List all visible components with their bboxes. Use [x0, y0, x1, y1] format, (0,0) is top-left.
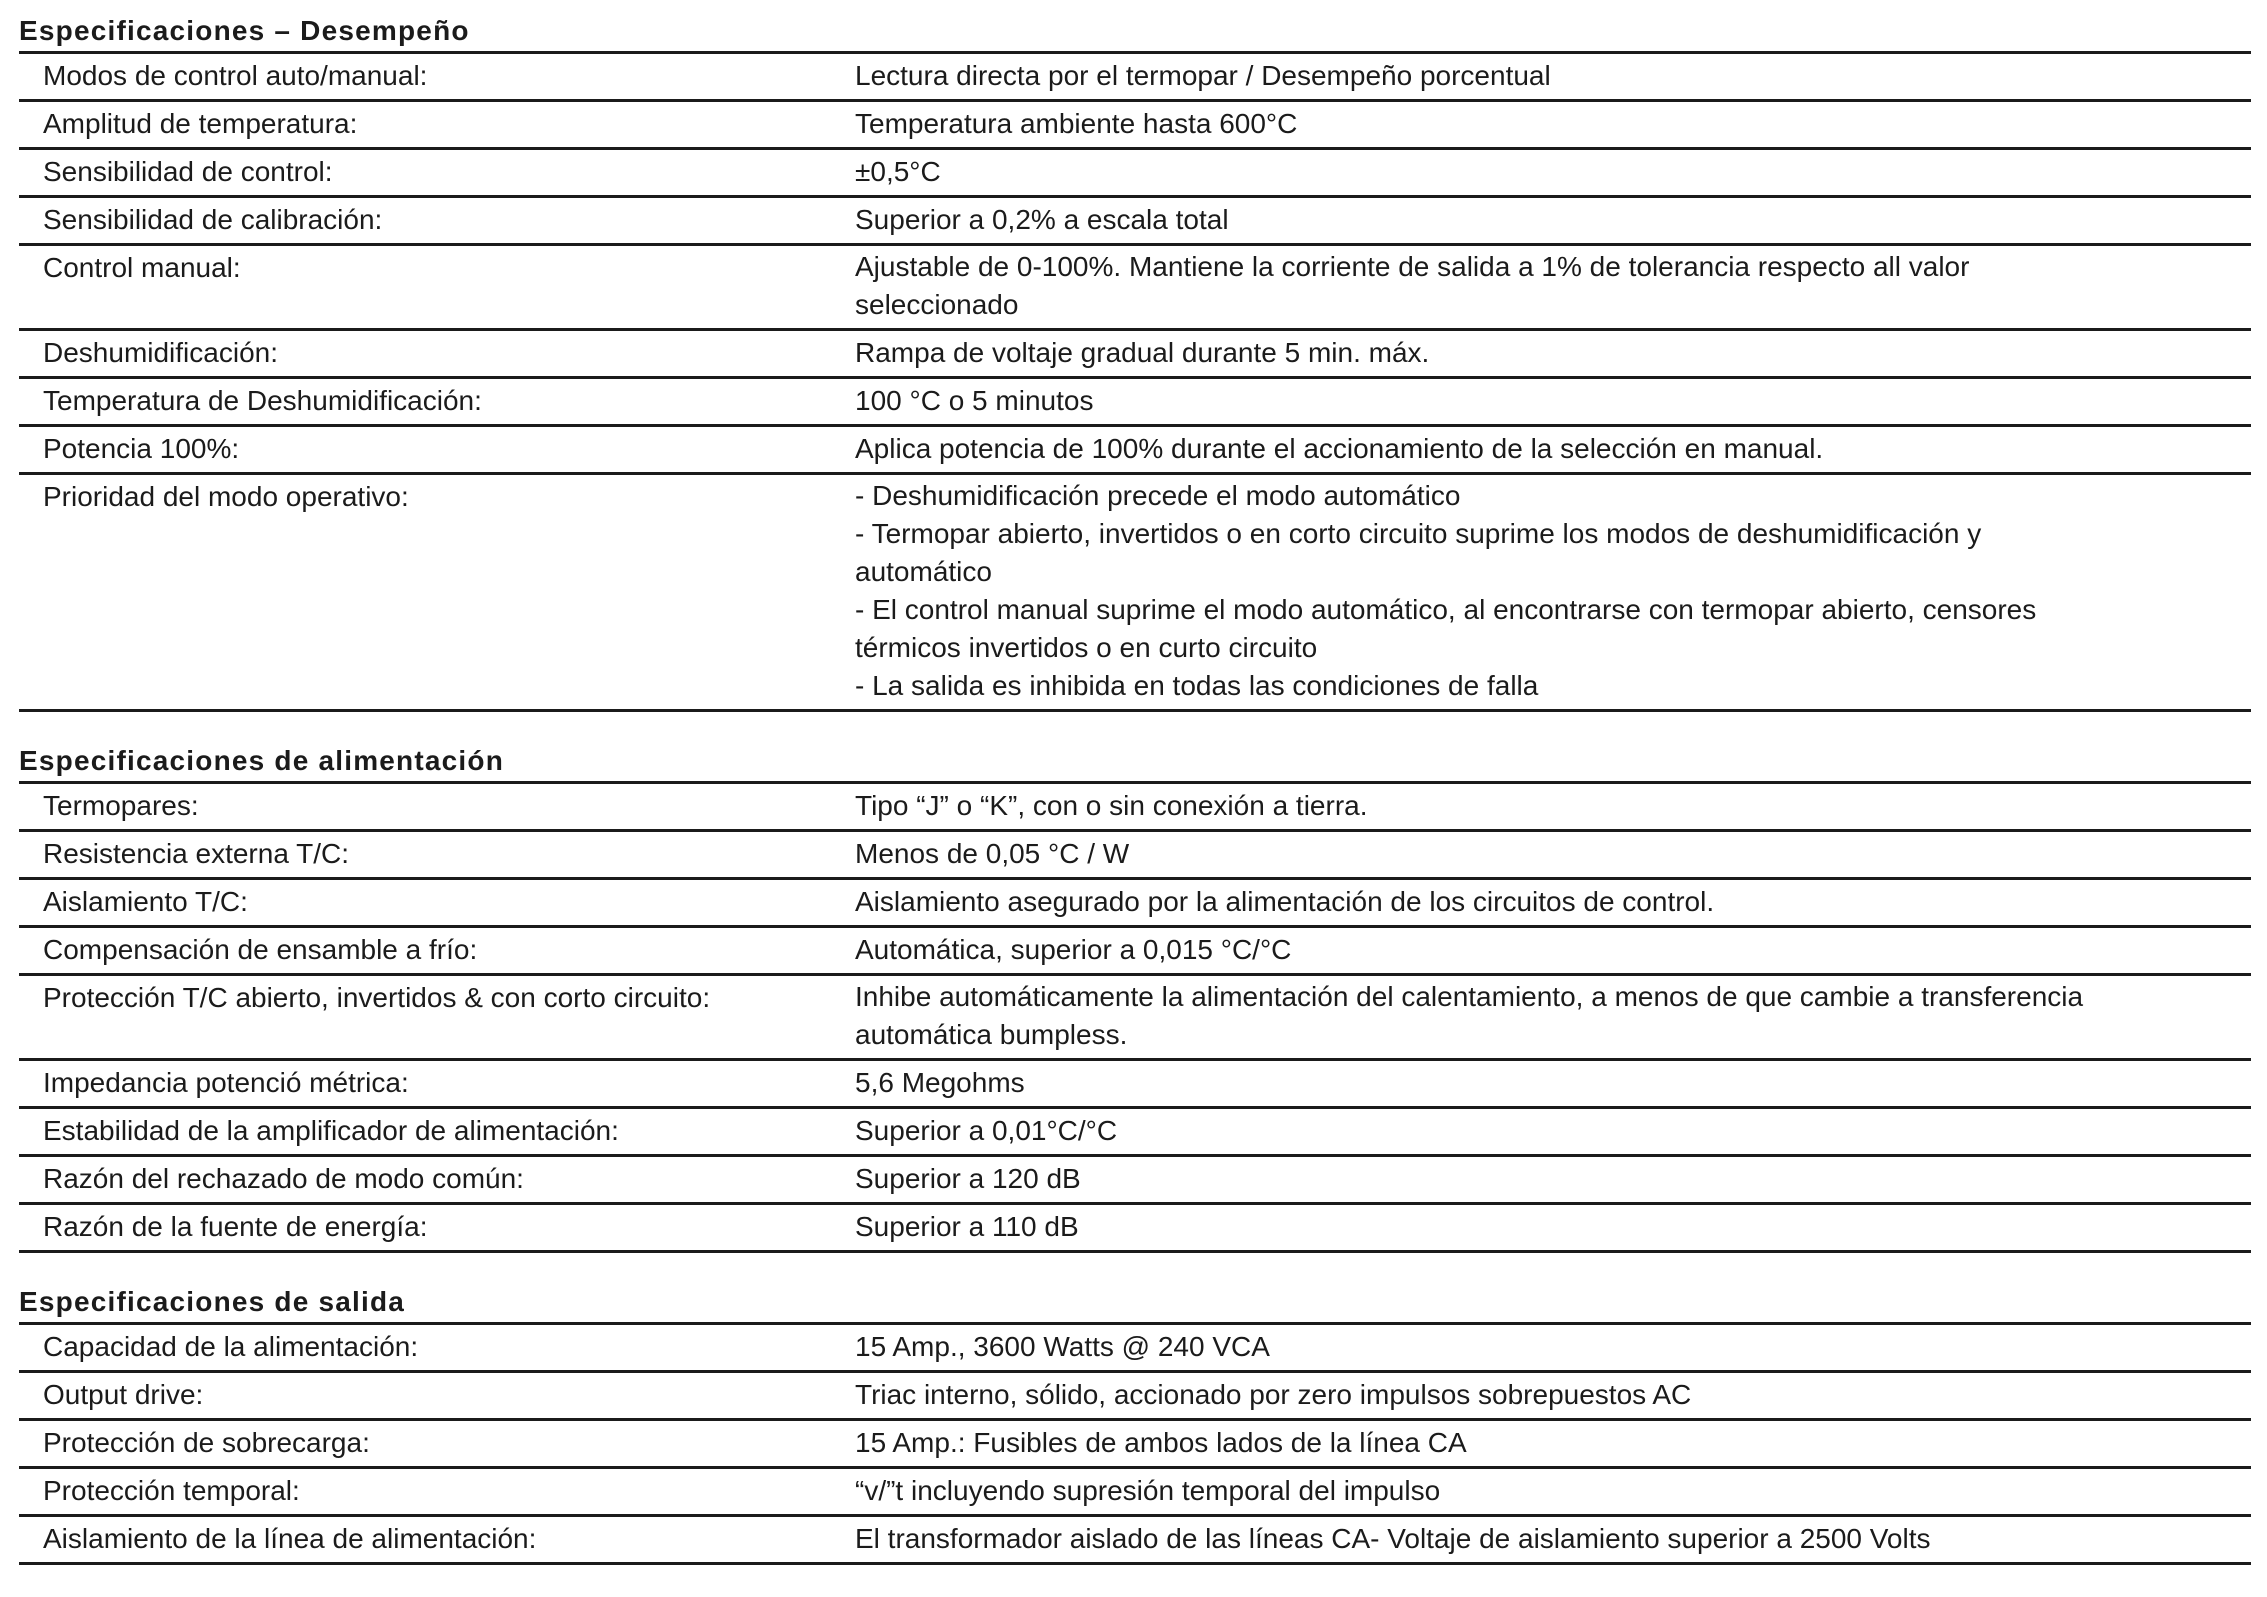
table-row [19, 1204, 2251, 1252]
spec-value [855, 1108, 2251, 1156]
spec-label: Aislamiento de la línea de alimentación: [19, 1516, 855, 1564]
value-line: 15 Amp.: Fusibles de ambos lados de la línea CA [855, 1427, 1467, 1458]
table-row [19, 1468, 2251, 1516]
spec-label: Compensación de ensamble a frío: [19, 927, 855, 975]
spec-value [855, 426, 2251, 474]
spec-value [855, 1060, 2251, 1108]
table-row [19, 330, 2251, 378]
table-row [19, 1108, 2251, 1156]
table-row [19, 149, 2251, 197]
spec-label: Deshumidificación: [19, 330, 855, 378]
value-line: - Termopar abierto, invertidos o en corto circuito suprime los modos de deshumidificación y [855, 518, 1982, 549]
value-line: Rampa de voltaje gradual durante 5 min. máx. [855, 337, 1430, 368]
spec-value [855, 1468, 2251, 1516]
table-row [19, 784, 2251, 831]
spec-label: Razón de la fuente de energía: [19, 1204, 855, 1252]
table-row [19, 831, 2251, 879]
spec-label: Prioridad del modo operativo: [19, 474, 855, 711]
spec-value [855, 245, 2251, 330]
table-row [19, 1060, 2251, 1108]
spec-value [855, 1156, 2251, 1204]
spec-label: Amplitud de temperatura: [19, 101, 855, 149]
table-row [19, 426, 2251, 474]
spec-value [855, 1516, 2251, 1564]
value-line: 15 Amp., 3600 Watts @ 240 VCA [855, 1331, 1270, 1362]
spec-value [855, 378, 2251, 426]
value-line: ±0,5°C [855, 156, 941, 187]
spec-value [855, 101, 2251, 149]
spec-value [855, 1420, 2251, 1468]
value-line: “v/”t incluyendo supresión temporal del impulso [855, 1475, 1441, 1506]
table-row [19, 975, 2251, 1060]
table-row [19, 101, 2251, 149]
spec-table [19, 1325, 2251, 1565]
table-row [19, 879, 2251, 927]
section-title: Especificaciones de alimentación [19, 744, 2251, 784]
section-title: Especificaciones – Desempeño [19, 14, 2251, 54]
spec-table [19, 54, 2251, 712]
table-row [19, 1516, 2251, 1564]
value-line: - El control manual suprime el modo automático, al encontrarse con termopar abierto, censores [855, 594, 2037, 625]
value-line: Lectura directa por el termopar / Desempeño porcentual [855, 60, 1551, 91]
spec-value [855, 1372, 2251, 1420]
section-title: Especificaciones de salida [19, 1285, 2251, 1325]
spec-value [855, 975, 2251, 1060]
spec-value [855, 330, 2251, 378]
spec-label: Sensibilidad de calibración: [19, 197, 855, 245]
value-line: Aislamiento asegurado por la alimentación de los circuitos de control. [855, 886, 1715, 917]
spec-value [855, 474, 2251, 711]
value-line: El transformador aislado de las líneas CA- Voltaje de aislamiento superior a 2500 Volts [855, 1523, 1931, 1554]
spec-value [855, 1325, 2251, 1372]
spec-label: Sensibilidad de control: [19, 149, 855, 197]
value-line: Triac interno, sólido, accionado por zero impulsos sobrepuestos AC [855, 1379, 1692, 1410]
value-line: seleccionado [855, 289, 1019, 320]
spec-value [855, 54, 2251, 101]
value-line: 5,6 Megohms [855, 1067, 1025, 1098]
spec-label: Potencia 100%: [19, 426, 855, 474]
value-line: Superior a 0,2% a escala total [855, 204, 1229, 235]
value-line: Automática, superior a 0,015 °C/°C [855, 934, 1292, 965]
table-row [19, 54, 2251, 101]
value-line: Ajustable de 0-100%. Mantiene la corriente de salida a 1% de tolerancia respecto all valor [855, 251, 1970, 282]
table-row [19, 245, 2251, 330]
value-line: Menos de 0,05 °C / W [855, 838, 1130, 869]
value-line: automática bumpless. [855, 1019, 1128, 1050]
section-performance [19, 14, 2251, 712]
spec-value [855, 831, 2251, 879]
spec-label: Protección temporal: [19, 1468, 855, 1516]
table-row [19, 927, 2251, 975]
spec-label: Capacidad de la alimentación: [19, 1325, 855, 1372]
value-line: 100 °C o 5 minutos [855, 385, 1094, 416]
table-row [19, 474, 2251, 711]
spec-value [855, 784, 2251, 831]
spec-label: Estabilidad de la amplificador de alimentación: [19, 1108, 855, 1156]
value-line: Superior a 110 dB [855, 1211, 1079, 1242]
spec-value [855, 927, 2251, 975]
table-row [19, 1156, 2251, 1204]
spec-value [855, 1204, 2251, 1252]
spec-value [855, 149, 2251, 197]
table-row [19, 1325, 2251, 1372]
value-line: - Deshumidificación precede el modo automático [855, 480, 1461, 511]
spec-value [855, 879, 2251, 927]
spec-value [855, 197, 2251, 245]
section-power [19, 744, 2251, 1253]
value-line: Superior a 120 dB [855, 1163, 1081, 1194]
table-row [19, 378, 2251, 426]
spec-label: Razón del rechazado de modo común: [19, 1156, 855, 1204]
spec-label: Termopares: [19, 784, 855, 831]
spec-label: Control manual: [19, 245, 855, 330]
value-line: térmicos invertidos o en curto circuito [855, 632, 1318, 663]
spec-label: Output drive: [19, 1372, 855, 1420]
value-line: - La salida es inhibida en todas las condiciones de falla [855, 670, 1539, 701]
spec-label: Temperatura de Deshumidificación: [19, 378, 855, 426]
value-line: Superior a 0,01°C/°C [855, 1115, 1118, 1146]
spec-label: Protección de sobrecarga: [19, 1420, 855, 1468]
value-line: Tipo “J” o “K”, con o sin conexión a tierra. [855, 790, 1368, 821]
spec-label: Protección T/C abierto, invertidos & con corto circuito: [19, 975, 855, 1060]
spec-label: Resistencia externa T/C: [19, 831, 855, 879]
value-line: automático [855, 556, 992, 587]
spec-table [19, 784, 2251, 1253]
table-row [19, 197, 2251, 245]
spec-document [19, 14, 2251, 1565]
table-row [19, 1372, 2251, 1420]
table-row [19, 1420, 2251, 1468]
value-line: Inhibe automáticamente la alimentación del calentamiento, a menos de que cambie a transferencia [855, 981, 2084, 1012]
value-line: Temperatura ambiente hasta 600°C [855, 108, 1298, 139]
spec-label: Aislamiento T/C: [19, 879, 855, 927]
section-output [19, 1285, 2251, 1565]
value-line: Aplica potencia de 100% durante el accionamiento de la selección en manual. [855, 433, 1824, 464]
spec-label: Impedancia potenció métrica: [19, 1060, 855, 1108]
spec-label: Modos de control auto/manual: [19, 54, 855, 101]
